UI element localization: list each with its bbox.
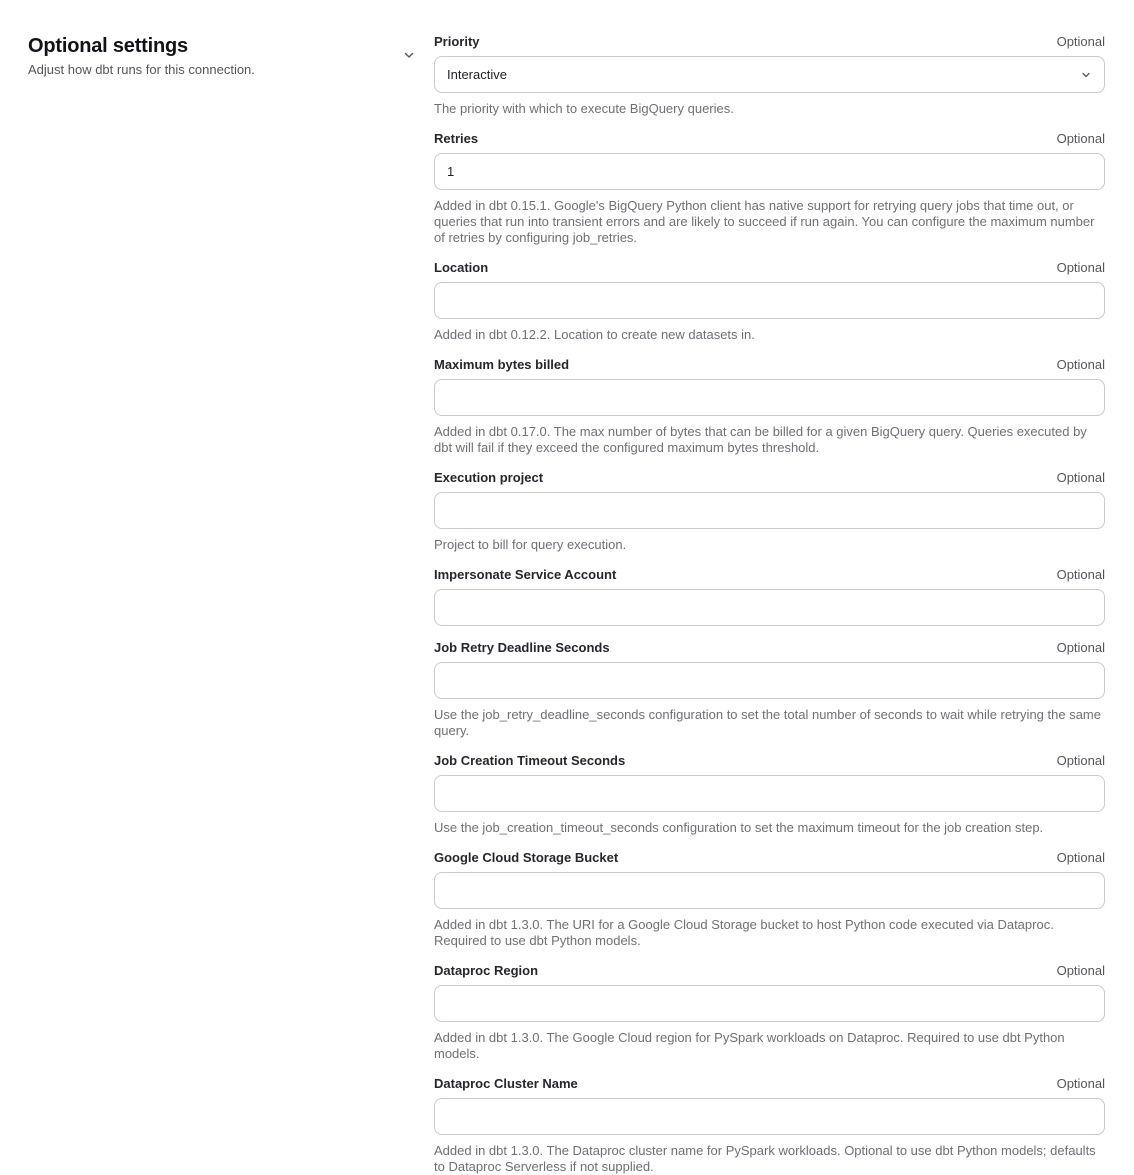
field-help: Added in dbt 1.3.0. The Dataproc cluster name for PySpark workloads. Optional to use dbt Python models; defaults to Dataproc Serverless if not supplied. (434, 1143, 1096, 1174)
field-help: Added in dbt 0.12.2. Location to create new datasets in. (434, 327, 755, 342)
field-head (434, 567, 1105, 583)
execution-project-input[interactable] (434, 492, 1105, 529)
optional-badge: Optional (1056, 131, 1105, 146)
field-label: Impersonate Service Account (434, 567, 617, 582)
field-control (434, 872, 1105, 909)
optional-badge: Optional (1056, 470, 1105, 485)
job-creation-timeout-seconds-input[interactable] (434, 775, 1105, 812)
field-control (434, 379, 1105, 416)
field-control (434, 589, 1105, 626)
field-job-retry-deadline-seconds (434, 640, 1105, 739)
optional-badge: Optional (1056, 34, 1105, 49)
optional-badge: Optional (1056, 260, 1105, 275)
google-cloud-storage-bucket-input[interactable] (434, 872, 1105, 909)
field-head (434, 34, 1105, 50)
field-help: Project to bill for query execution. (434, 537, 627, 552)
field-label: Execution project (434, 470, 544, 485)
settings-form (434, 34, 1105, 1175)
field-label: Job Retry Deadline Seconds (434, 640, 610, 655)
dataproc-region-input[interactable] (434, 985, 1105, 1022)
impersonate-service-account-input[interactable] (434, 589, 1105, 626)
field-execution-project (434, 470, 1105, 553)
maximum-bytes-billed-input[interactable] (434, 379, 1105, 416)
priority-select-value: Interactive (447, 67, 507, 82)
field-label: Dataproc Cluster Name (434, 1076, 578, 1091)
section-title: Optional settings (28, 35, 188, 57)
field-control (434, 662, 1105, 699)
optional-badge: Optional (1056, 1076, 1105, 1091)
section-description-panel (0, 34, 434, 78)
field-label: Priority (434, 34, 480, 49)
field-head (434, 131, 1105, 147)
field-help: Added in dbt 0.15.1. Google's BigQuery Python client has native support for retrying query jobs that time out, or queries that run into transient errors and are likely to succeed if run again. You can configure the maximum number of retries by configuring job_retries. (434, 198, 1095, 245)
field-control (434, 153, 1105, 190)
field-label: Dataproc Region (434, 963, 539, 978)
chevron-down-icon (1080, 69, 1092, 81)
field-label: Retries (434, 131, 479, 146)
field-priority (434, 34, 1105, 117)
field-label: Google Cloud Storage Bucket (434, 850, 619, 865)
optional-badge: Optional (1056, 357, 1105, 372)
field-head (434, 260, 1105, 276)
field-control (434, 1098, 1105, 1135)
field-label: Job Creation Timeout Seconds (434, 753, 626, 768)
optional-badge: Optional (1056, 567, 1105, 582)
field-job-creation-timeout-seconds (434, 753, 1105, 836)
field-control (434, 56, 1105, 93)
field-head (434, 850, 1105, 866)
field-label: Maximum bytes billed (434, 357, 570, 372)
field-head (434, 470, 1105, 486)
field-help: Added in dbt 1.3.0. The Google Cloud region for PySpark workloads on Dataproc. Required to use dbt Python models. (434, 1030, 1065, 1061)
field-head (434, 753, 1105, 769)
field-head (434, 1076, 1105, 1092)
optional-badge: Optional (1056, 850, 1105, 865)
optional-badge: Optional (1056, 963, 1105, 978)
field-help: Added in dbt 0.17.0. The max number of bytes that can be billed for a given BigQuery query. Queries executed by dbt will fail if they exceed the configured maximum bytes threshold. (434, 424, 1087, 455)
field-dataproc-cluster-name (434, 1076, 1105, 1175)
field-label: Location (434, 260, 489, 275)
field-control (434, 985, 1105, 1022)
optional-badge: Optional (1056, 640, 1105, 655)
job-retry-deadline-seconds-input[interactable] (434, 662, 1105, 699)
section-collapse-chevron-icon[interactable] (402, 48, 416, 62)
field-control (434, 492, 1105, 529)
field-location (434, 260, 1105, 343)
field-help: Added in dbt 1.3.0. The URI for a Google Cloud Storage bucket to host Python code executed via Dataproc. Required to use dbt Python models. (434, 917, 1054, 948)
field-head (434, 640, 1105, 656)
field-retries (434, 131, 1105, 246)
field-control (434, 282, 1105, 319)
field-help: Use the job_retry_deadline_seconds configuration to set the total number of seconds to wait while retrying the same query. (434, 707, 1101, 738)
field-google-cloud-storage-bucket (434, 850, 1105, 949)
field-help: Use the job_creation_timeout_seconds configuration to set the maximum timeout for the job creation step. (434, 820, 1044, 835)
field-maximum-bytes-billed (434, 357, 1105, 456)
field-impersonate-service-account (434, 567, 1105, 626)
field-head (434, 963, 1105, 979)
optional-badge: Optional (1056, 753, 1105, 768)
field-dataproc-region (434, 963, 1105, 1062)
field-head (434, 357, 1105, 373)
dataproc-cluster-name-input[interactable] (434, 1098, 1105, 1135)
retries-input[interactable] (434, 153, 1105, 190)
field-help: The priority with which to execute BigQuery queries. (434, 101, 734, 116)
priority-select[interactable] (434, 56, 1105, 93)
section-subtitle: Adjust how dbt runs for this connection. (28, 62, 255, 77)
location-input[interactable] (434, 282, 1105, 319)
section-heading-block (28, 34, 255, 78)
field-control (434, 775, 1105, 812)
